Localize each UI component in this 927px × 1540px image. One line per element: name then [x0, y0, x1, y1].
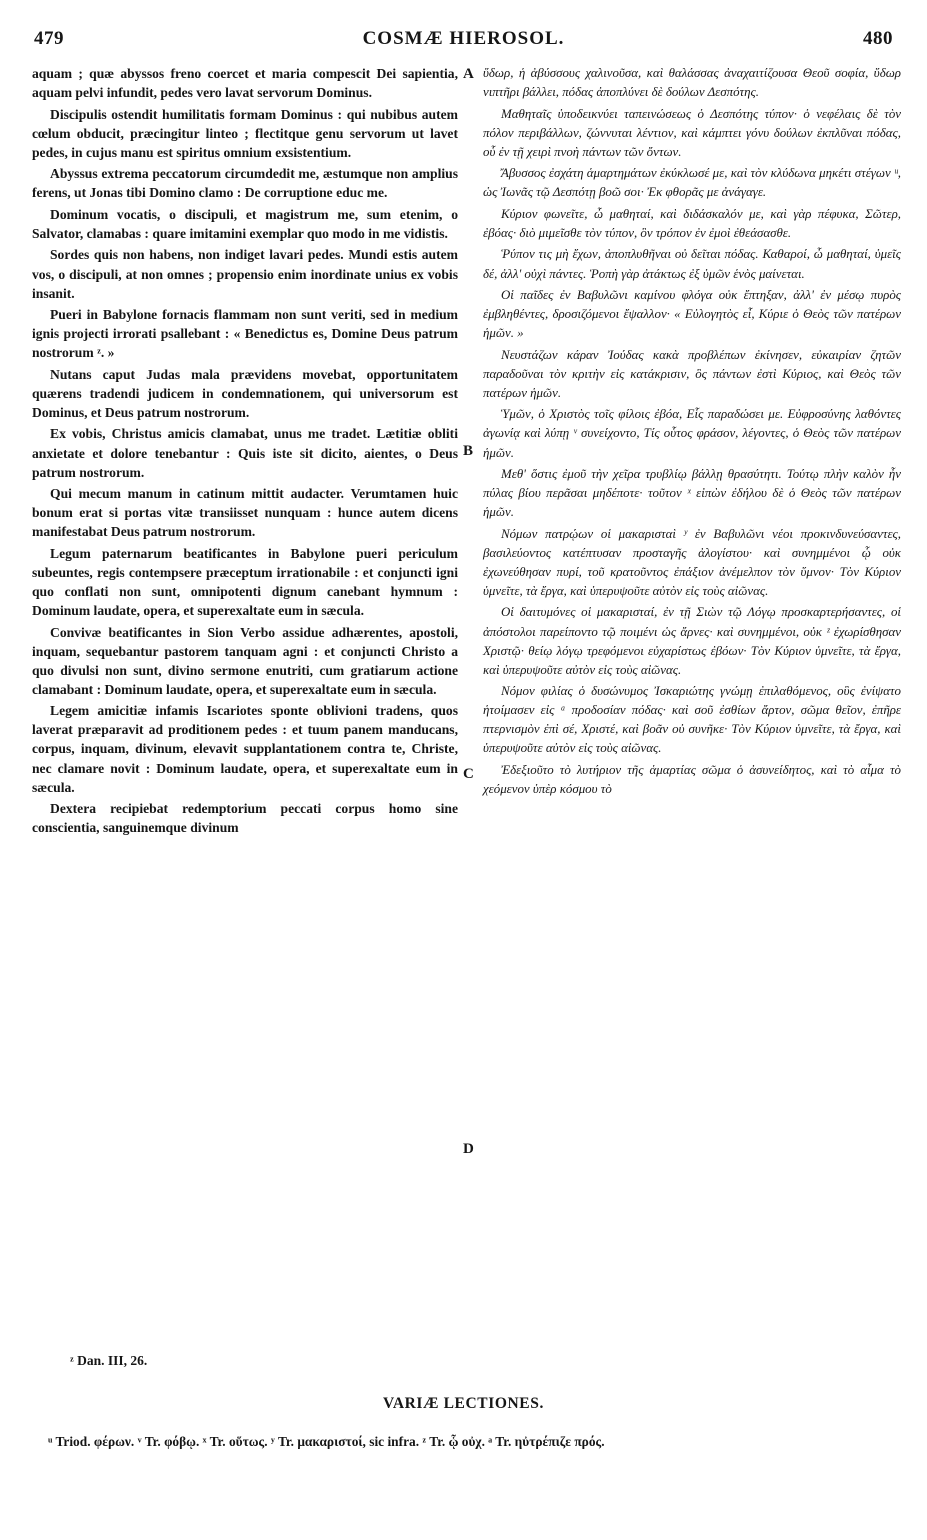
greek-paragraph: Κύριον φωνεῖτε, ὦ μαθηταί, καὶ διδάσκαλόν με, καὶ γὰρ πέφυκα, Σῶτερ, ἐβόας· διὸ μιμεῖσθε τὸν τύπον, ὃν τρόπον ἐν ἐμοὶ ἐθεάσασθε.	[483, 206, 901, 240]
greek-paragraph: Οἱ δαιτυμόνες οἱ μακαρισταί, ἐν τῇ Σιὼν τῷ Λόγῳ προσκαρτερήσαντες, οἱ ἀπόστολοι παρείποντο τῷ ποιμένι ὡς ἄρνες· καὶ συνημμένοι, οὐκ ᶻ ἐχωρίσθησαν Χριστῷ· θείῳ λόγῳ τρεφόμενοι εὐχαρίστως ἐβόων· Τὸν Κύριον ὑμνεῖτε, τὰ ἔργα, καὶ ὑπερυψοῦτε αὐτὸν εἰς τοὺς αἰῶνας.	[483, 605, 901, 677]
greek-paragraph: Οἱ παῖδες ἐν Βαβυλῶνι καμίνου φλόγα οὐκ ἔπτηξαν, ἀλλ' ἐν μέσῳ πυρὸς ἐμβληθέντες, δροσιζόμενοι ἔψαλλον· « Εὐλογητὸς εἶ, Κύριε ὁ Θεὸς τῶν πατέρων ἡμῶν. »	[483, 287, 901, 341]
greek-paragraph: Νευστάζων κάραν Ἰούδας κακὰ προβλέπων ἐκίνησεν, εὐκαιρίαν ζητῶν παραδοῦναι τὸν κριτὴν εἰς κατάκρισιν, ὃς πάντων ἐστὶ Κύριος, καὶ Θεὸς τῶν πατέρων ἡμῶν.	[483, 347, 901, 400]
greek-column	[483, 64, 901, 802]
latin-paragraph: Discipulis ostendit humilitatis formam Dominus : qui nubibus autem cœlum obducit, præcingitur linteo ; flectitque genu servorum ut lavet pedes, in cujus manu est spiritus omnium exsistentium.	[32, 106, 458, 160]
page-number-left: 479	[34, 28, 64, 49]
latin-paragraph: Convivæ beatificantes in Sion Verbo assidue adhærentes, apostoli, inquam, sequebantur pastorem tanquam agni : et conjuncti Christo a quo divulsi non sunt, divino sermone enutriti, cum gratiarum actione clamabant : Dominum laudate, opera, et superexaltate eum in sæcula.	[32, 624, 458, 697]
margin-letter-b: B	[463, 443, 474, 459]
greek-paragraph: Νόμων πατρῴων οἱ μακαρισταὶ ʸ ἐν Βαβυλῶνι νέοι προκινδυνεύσαντες, βασιλεύοντος κατέπτυσαν προσταγῆς ἀλογίστου· καὶ συνημμένοι ᾧ οὐκ ἐχωνεύθησαν πυρί, τοῦ κρατοῦντος ἐπάξιον ἀνέμελπον τὸν ὕμνον· Τὸν Κύριον ὑμνεῖτε, τὰ ἔργα, καὶ ὑπερυψοῦτε αὐτὸν εἰς τοὺς αἰῶνας.	[483, 526, 901, 598]
latin-paragraph: Abyssus extrema peccatorum circumdedit me, æstumque non amplius ferens, ut Jonas tibi Domino clamo : De corruptione educ me.	[32, 166, 458, 201]
greek-paragraph: Μεθ' ὅστις ἐμοῦ τὴν χεῖρα τρυβλίῳ βάλλῃ θρασύτητι. Τούτῳ πλὴν καλὸν ἦν πύλας βίου περᾶσαι μηδέποτε· τοῦτον ˣ εἰπὼν ἐδήλου δὲ ὁ Θεὸς τῶν πατέρων ἡμῶν.	[483, 467, 901, 520]
margin-letter-d: D	[463, 1141, 474, 1157]
latin-paragraph: Legem amicitiæ infamis Iscariotes sponte oblivioni tradens, quos laverat præparavit ad proditionem pedes : et tuum panem manducans, corpus, inquam, divinum, elevavit supplantationem contra te, Christe, nec clamare novit : Dominum laudate, opera, et superexaltate eum in sæcula.	[32, 703, 458, 795]
greek-paragraph: Νόμον φιλίας ὁ δυσώνυμος Ἰσκαριώτης γνώμῃ ἐπιλαθόμενος, οὓς ἐνίψατο ἡτοίμασεν εἰς ᵃ προδοσίαν πόδας· καὶ σοῦ ἐσθίων ἄρτον, σῶμα θεῖον, ἐπῆρε πτερνισμὸν ἐπὶ σέ, Χριστέ, καὶ βοᾶν οὐ συνῆκε· Τὸν Κύριον ὑμνεῖτε, τὰ ἔργα, καὶ ὑπερυψοῦτε αὐτὸν εἰς τοὺς αἰῶνας.	[483, 684, 901, 756]
greek-paragraph: Ὑμῶν, ὁ Χριστὸς τοῖς φίλοις ἐβόα, Εἷς παραδώσει με. Εὐφροσύνης λαθόντες ἀγωνίᾳ καὶ λύπῃ ᵛ συνείχοντο, Τίς οὗτος φράσον, λέγοντες, ὁ Θεὸς τῶν πατέρων ἡμῶν.	[483, 407, 901, 460]
latin-paragraph: Legum paternarum beatificantes in Babylone pueri periculum subeuntes, regis contempsere præceptum irrationabile : et conjuncti igni quo conflati non sunt, omnipotenti dignum canebant hymnum : Dominum laudate, opera, et superexaltate eum in sæcula.	[32, 545, 458, 619]
variae-lectiones-title: VARIÆ LECTIONES.	[383, 1395, 544, 1412]
footnote: ᶻ Dan. III, 26.	[70, 1353, 148, 1368]
latin-paragraph: aquam ; quæ abyssos freno coercet et maria compescit Dei sapientia, aquam pelvi infundit, pedes vero lavat servorum Dominus.	[32, 66, 458, 101]
running-title: COSMÆ HIEROSOL.	[362, 28, 565, 49]
greek-paragraph: Ἄβυσσος ἐσχάτη ἁμαρτημάτων ἐκύκλωσέ με, καὶ τὸν κλύδωνα μηκέτι στέγων ᵘ, ὡς Ἰωνᾶς τῷ Δεσπότῃ βοῶ σοι· Ἐκ φθορᾶς με ἀνάγαγε.	[483, 166, 901, 200]
latin-column	[32, 64, 458, 840]
page-number-right: 480	[863, 28, 893, 49]
latin-paragraph: Dextera recipiebat redemptorium peccati corpus homo sine conscientia, sanguinemque divinum	[32, 801, 458, 836]
latin-paragraph: Sordes quis non habens, non indiget lavari pedes. Mundi estis autem vos, o discipuli, at non omnes ; propensio enim inordinate unius ex vobis insanit.	[32, 247, 458, 301]
greek-paragraph: Μαθηταῖς ὑποδεικνύει ταπεινώσεως ὁ Δεσπότης τύπον· ὁ νεφέλαις δὲ τὸν πόλον περιβάλλων, ζώννυται λέντιον, καὶ κάμπτει γόνυ δούλων ἐκπλῦναι πόδας, οὗ ἐν τῇ χειρὶ πνοὴ πάντων τῶν ὄντων.	[483, 106, 901, 159]
variae-lectiones-text: ᵘ Triod. φέρων. ᵛ Tr. φόβῳ. ˣ Tr. οὕτως. ʸ Tr. μακαριστοί, sic infra. ᶻ Tr. ᾧ οὐχ. ᵃ Tr. ηὐτρέπιζε πρός.	[48, 1434, 605, 1449]
latin-paragraph: Dominum vocatis, o discipuli, et magistrum me, sum etenim, o Salvator, clamabas : quare imitamini exemplar quo modo in me vidistis.	[32, 206, 458, 241]
latin-paragraph: Nutans caput Judas mala prævidens movebat, opportunitatem quærens tradendi judicem in condemnationem, qui universorum est Dominus, et Deus patrum nostrorum.	[32, 366, 458, 420]
latin-paragraph: Pueri in Babylone fornacis flammam non sunt veriti, sed in medium ignis projecti irrorati psallebant : « Benedictus es, Domine Deus patrum nostrorum ᶻ. »	[32, 307, 458, 361]
greek-paragraph: Ῥύπον τις μὴ ἔχων, ἀποπλυθῆναι οὐ δεῖται πόδας. Καθαροί, ὦ μαθηταί, ὑμεῖς δέ, ἀλλ' οὐχὶ πάντες. Ῥοπὴ γὰρ ἀτάκτως ἐξ ὑμῶν ἑνὸς μαίνεται.	[483, 247, 901, 281]
greek-paragraph: Ἐδεξιοῦτο τὸ λυτήριον τῆς ἁμαρτίας σῶμα ὁ ἀσυνείδητος, καὶ τὸ αἷμα τὸ χεόμενον ὑπὲρ κόσμου τὸ	[483, 762, 901, 797]
margin-letter-c: C	[463, 766, 474, 782]
latin-paragraph: Ex vobis, Christus amicis clamabat, unus me tradet. Lætitiæ obliti anxietate et dolore tenebantur : Quis iste sit dicito, aientes, o Deus patrum nostrorum.	[32, 426, 458, 480]
margin-letter-a: A	[463, 66, 474, 82]
greek-paragraph: ὕδωρ, ἡ ἀβύσσους χαλινοῦσα, καὶ θαλάσσας ἀναχαιτίζουσα Θεοῦ σοφία, ὕδωρ νιπτῆρι βάλλει, πόδας ἀποπλύνει δὲ δούλων Δεσπότης.	[483, 66, 901, 100]
latin-paragraph: Qui mecum manum in catinum mittit audacter. Verumtamen huic bonum erat si portas vitæ transiisset nunquam : hunce autem dicens manifestabat Deus patrum nostrorum.	[32, 486, 458, 540]
